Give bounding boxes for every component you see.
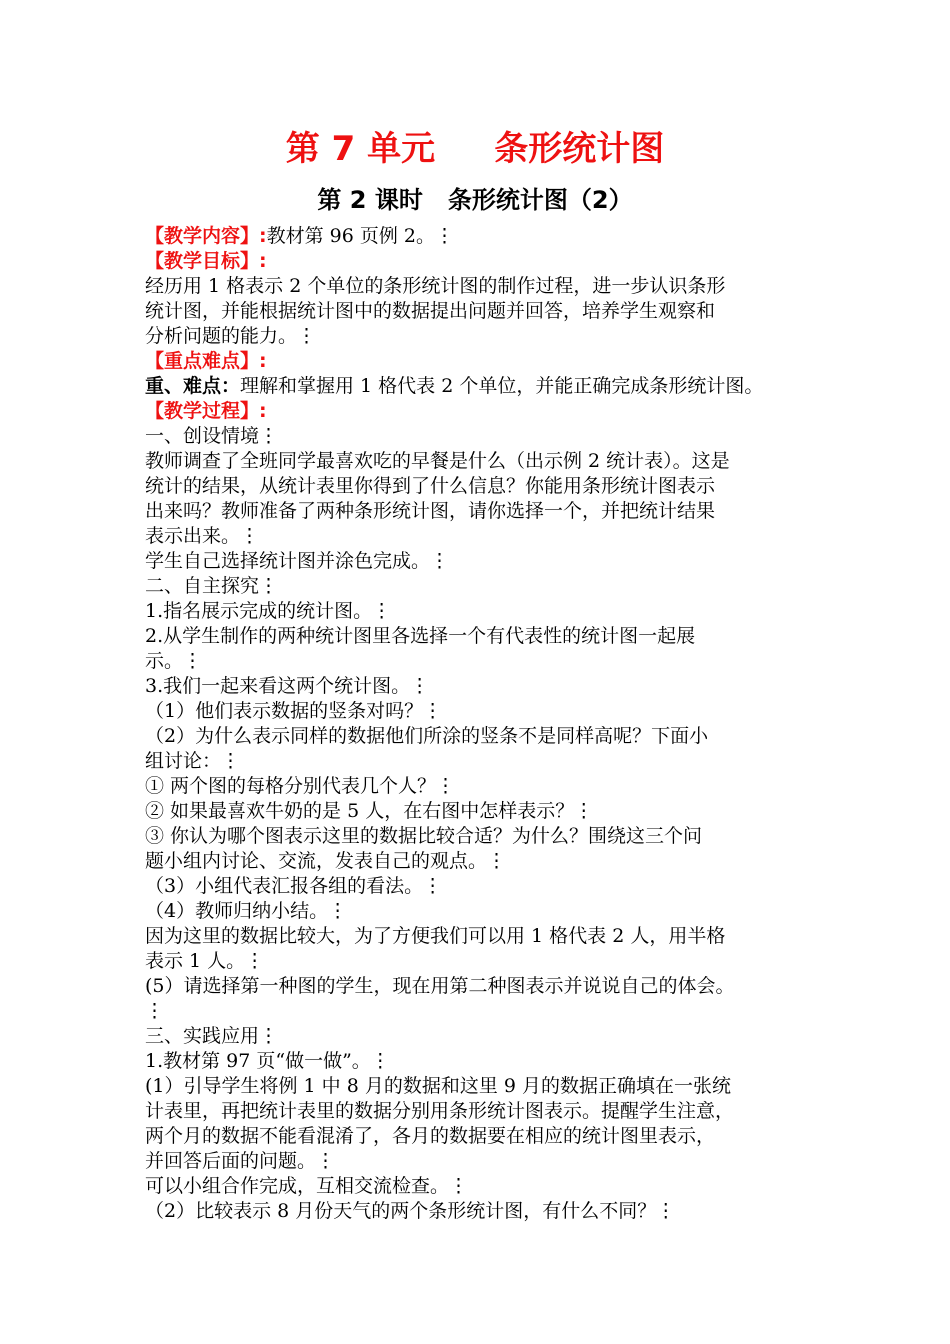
text-line	[145, 499, 825, 524]
text-line	[145, 1124, 825, 1149]
text-line	[145, 674, 825, 699]
text-line	[145, 649, 825, 674]
line-text: 表示 1 人。⋮	[145, 950, 265, 972]
line-text: (5）请选择第一种图的学生，现在用第二种图表示并说说自己的体会。	[145, 975, 735, 997]
text-line	[145, 374, 825, 399]
line-text: 计表里，再把统计表里的数据分别用条形统计图表示。提醒学生注意，	[145, 1100, 735, 1122]
line-text: 2.从学生制作的两种统计图里各选择一个有代表性的统计图一起展	[145, 625, 696, 647]
text-line	[145, 1199, 825, 1224]
line-text: 统计图，并能根据统计图中的数据提出问题并回答，培养学生观察和	[145, 300, 716, 322]
line-text: 一、创设情境⋮	[145, 425, 279, 447]
text-line	[145, 849, 825, 874]
text-line	[145, 749, 825, 774]
line-text: 可以小组合作完成，互相交流检查。⋮	[145, 1175, 469, 1197]
line-text: 三、实践应用⋮	[145, 1025, 279, 1047]
line-text: 教材第 96 页例 2。⋮	[266, 225, 454, 247]
line-text: 分析问题的能力。⋮	[145, 325, 317, 347]
section-heading: 【教学目标】:	[145, 250, 267, 272]
line-text: 3.我们一起来看这两个统计图。⋮	[145, 675, 430, 697]
section-heading: 【重点难点】:	[145, 350, 267, 372]
unit-title: 第 7 单元 条形统计图	[285, 129, 665, 169]
line-text: ③ 你认为哪个图表示这里的数据比较合适？为什么？围绕这三个问	[145, 825, 703, 847]
line-text: 教师调查了全班同学最喜欢吃的早餐是什么（出示例 2 统计表）。这是	[145, 450, 730, 472]
text-line	[145, 799, 825, 824]
text-line	[145, 299, 825, 324]
line-text: 因为这里的数据比较大，为了方便我们可以用 1 格代表 2 人，用半格	[145, 925, 726, 947]
lesson-body	[145, 224, 825, 1224]
text-line	[145, 324, 825, 349]
section-heading: 【教学内容】:	[145, 225, 267, 247]
line-text: 示。⋮	[145, 650, 203, 672]
text-line	[145, 1024, 825, 1049]
text-line	[145, 549, 825, 574]
line-text: （1）他们表示数据的竖条对吗？⋮	[145, 700, 443, 722]
text-line	[145, 774, 825, 799]
line-text: 并回答后面的问题。⋮	[145, 1150, 336, 1172]
bold-lead: 重、难点：	[145, 375, 241, 397]
line-text: 统计的结果，从统计表里你得到了什么信息？你能用条形统计图表示	[145, 475, 716, 497]
text-line	[145, 449, 825, 474]
text-line	[145, 524, 825, 549]
text-line	[145, 974, 825, 999]
line-text: ① 两个图的每格分别代表几个人？⋮	[145, 775, 456, 797]
text-line	[145, 1149, 825, 1174]
text-line	[145, 249, 825, 274]
text-line	[145, 424, 825, 449]
text-line	[145, 899, 825, 924]
line-text: 表示出来。⋮	[145, 525, 260, 547]
text-line	[145, 399, 825, 424]
line-text: 二、自主探究⋮	[145, 575, 279, 597]
text-line	[145, 274, 825, 299]
line-text: 理解和掌握用 1 格代表 2 个单位，并能正确完成条形统计图。	[240, 375, 764, 397]
line-text: （2）比较表示 8 月份天气的两个条形统计图，有什么不同？⋮	[145, 1200, 676, 1222]
line-text: 经历用 1 格表示 2 个单位的条形统计图的制作过程，进一步认识条形	[145, 275, 726, 297]
line-text: 1.教材第 97 页“做一做”。⋮	[145, 1050, 390, 1072]
section-heading: 【教学过程】:	[145, 400, 267, 422]
line-text: 组讨论：⋮	[145, 750, 241, 772]
text-line	[145, 624, 825, 649]
lesson-subtitle: 第 2 课时 条形统计图（2）	[317, 186, 633, 214]
line-text: （2）为什么表示同样的数据他们所涂的竖条不是同样高呢？下面小	[145, 725, 709, 747]
line-text: （3）小组代表汇报各组的看法。⋮	[145, 875, 443, 897]
line-text: 学生自己选择统计图并涂色完成。⋮	[145, 550, 450, 572]
line-text: 题小组内讨论、交流，发表自己的观点。⋮	[145, 850, 507, 872]
text-line	[145, 1174, 825, 1199]
text-line	[145, 724, 825, 749]
text-line	[145, 699, 825, 724]
line-text: 1.指名展示完成的统计图。⋮	[145, 600, 392, 622]
line-text: 出来吗？教师准备了两种条形统计图，请你选择一个，并把统计结果	[145, 500, 716, 522]
text-line	[145, 924, 825, 949]
text-line	[145, 1049, 825, 1074]
text-line	[145, 1074, 825, 1099]
text-line	[145, 224, 825, 249]
text-line	[145, 349, 825, 374]
text-line	[145, 1099, 825, 1124]
line-text: 两个月的数据不能看混淆了，各月的数据要在相应的统计图里表示，	[145, 1125, 716, 1147]
text-line	[145, 824, 825, 849]
text-line	[145, 874, 825, 899]
text-line	[145, 574, 825, 599]
line-text: （4）教师归纳小结。⋮	[145, 900, 348, 922]
text-line	[145, 999, 825, 1024]
line-text: ⋮	[145, 1000, 164, 1022]
line-text: ② 如果最喜欢牛奶的是 5 人，在右图中怎样表示？⋮	[145, 800, 594, 822]
text-line	[145, 599, 825, 624]
text-line	[145, 949, 825, 974]
line-text: (1）引导学生将例 1 中 8 月的数据和这里 9 月的数据正确填在一张统	[145, 1075, 732, 1097]
text-line	[145, 474, 825, 499]
